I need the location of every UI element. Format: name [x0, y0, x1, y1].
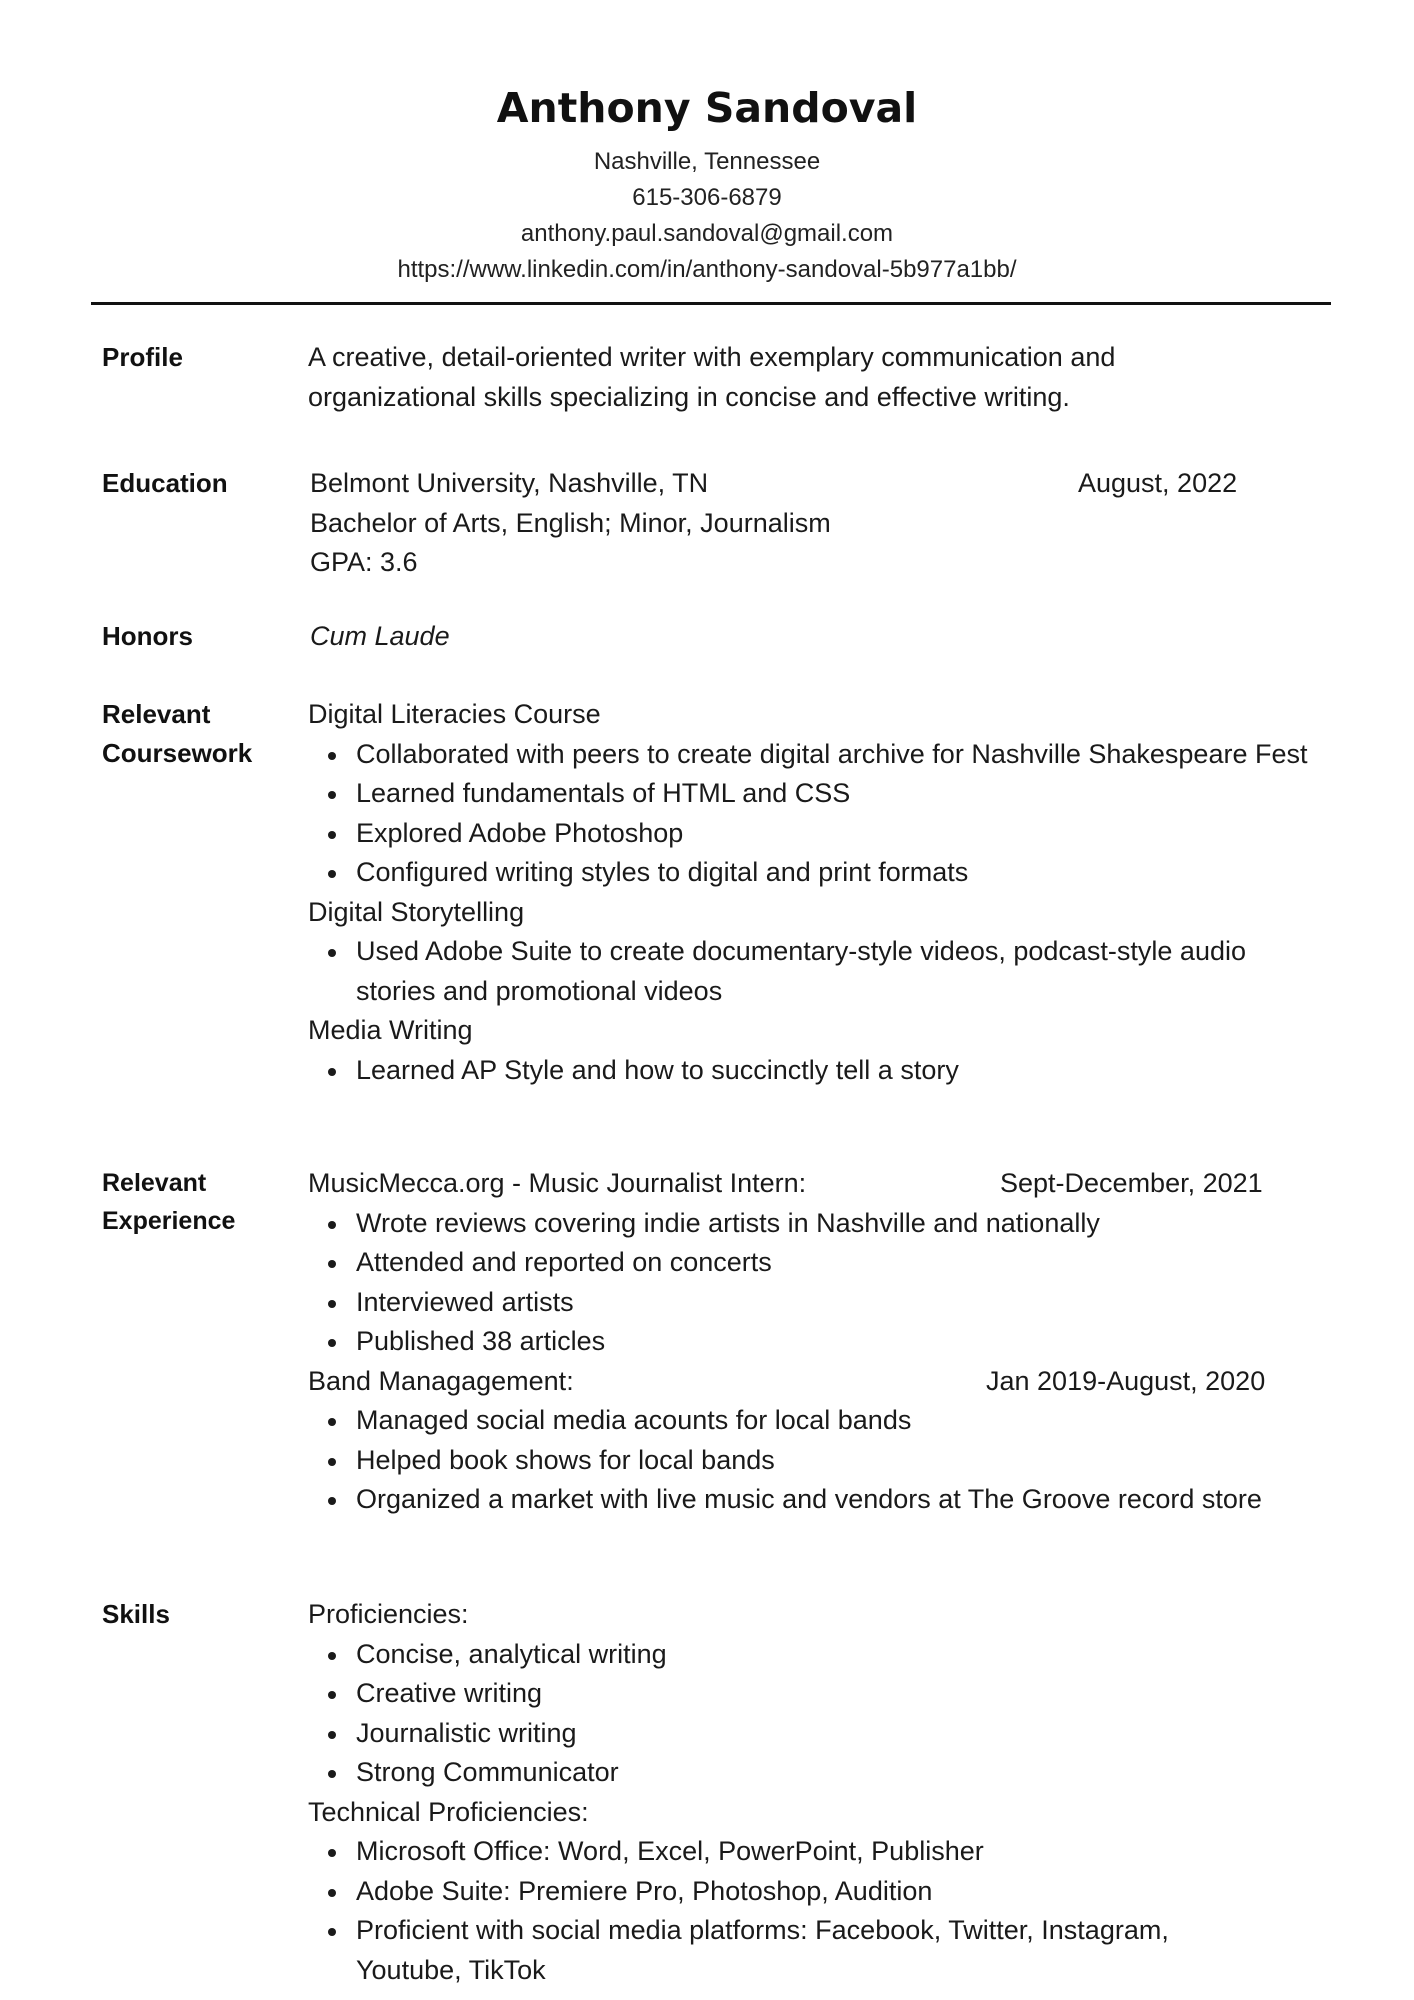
list-item: Managed social media acounts for local bands — [308, 1401, 1308, 1441]
job-title: MusicMecca.org - Music Journalist Intern: — [308, 1168, 807, 1198]
experience-label-line: Relevant — [102, 1169, 207, 1197]
course-title: Media Writing — [308, 1015, 473, 1045]
list-item: Published 38 articles — [308, 1322, 1308, 1362]
list-item: Microsoft Office: Word, Excel, PowerPoint, Publisher — [308, 1832, 1308, 1872]
list-item: Explored Adobe Photoshop — [308, 814, 1308, 854]
list-item: Configured writing styles to digital and print formats — [308, 853, 1308, 893]
job-bullets — [308, 1204, 1308, 1362]
coursework-label — [102, 695, 252, 773]
list-item: Concise, analytical writing — [308, 1635, 1308, 1675]
candidate-name: Anthony Sandoval — [496, 84, 918, 132]
list-item: Organized a market with live music and vendors at The Groove record store — [308, 1480, 1308, 1520]
header-divider — [91, 302, 1331, 305]
course-bullets — [308, 735, 1308, 893]
gpa: GPA: 3.6 — [310, 547, 418, 577]
list-item: Collaborated with peers to create digital archive for Nashville Shakespeare Fest — [308, 735, 1316, 775]
job-title: Band Managagement: — [308, 1365, 574, 1396]
job-row — [308, 1164, 1308, 1204]
job-date: Jan 2019-August, 2020 — [986, 1365, 1266, 1396]
skill-group-title: Proficiencies: — [308, 1599, 469, 1629]
graduation-date: August, 2022 — [1078, 468, 1238, 498]
course-title: Digital Storytelling — [308, 896, 525, 927]
profile-line: organizational skills specializing in concise and effective writing. — [308, 381, 1070, 412]
resume-header — [0, 78, 1414, 288]
location: Nashville, Tennessee — [593, 148, 821, 175]
coursework-label-line: Relevant — [102, 699, 211, 729]
list-item: Journalistic writing — [308, 1714, 1308, 1754]
list-item: Strong Communicator — [308, 1753, 1308, 1793]
phone: 615-306-6879 — [632, 184, 782, 211]
coursework-label-line: Coursework — [102, 738, 253, 768]
profile-section — [308, 338, 1308, 417]
list-item: Creative writing — [308, 1674, 1308, 1714]
list-item: Wrote reviews covering indie artists in Nashville and nationally — [308, 1204, 1308, 1244]
profile-line: A creative, detail-oriented writer with exemplary communication and — [308, 342, 1116, 372]
school-name: Belmont University, Nashville, TN — [310, 468, 709, 498]
job-bullets — [308, 1401, 1308, 1520]
list-item: Adobe Suite: Premiere Pro, Photoshop, Audition — [308, 1872, 1308, 1912]
education-row — [310, 464, 1310, 504]
experience-label — [102, 1164, 235, 1240]
linkedin-url: https://www.linkedin.com/in/anthony-sandoval-5b977a1bb/ — [397, 256, 1017, 283]
course-bullets — [308, 1051, 1308, 1091]
profile-label: Profile — [102, 342, 183, 372]
list-item: Proficient with social media platforms: Facebook, Twitter, Instagram, Youtube, TikTok — [308, 1911, 1276, 1990]
skill-group-title: Technical Proficiencies: — [308, 1796, 589, 1827]
job-date: Sept-December, 2021 — [1000, 1168, 1263, 1198]
list-item: Helped book shows for local bands — [308, 1441, 1308, 1481]
skill-bullets — [308, 1635, 1308, 1793]
list-item: Interviewed artists — [308, 1283, 1308, 1323]
skills-section — [308, 1595, 1308, 1990]
degree: Bachelor of Arts, English; Minor, Journalism — [310, 507, 831, 538]
list-item: Learned fundamentals of HTML and CSS — [308, 774, 1308, 814]
skills-label: Skills — [102, 1599, 170, 1629]
experience-section — [308, 1164, 1308, 1520]
email: anthony.paul.sandoval@gmail.com — [520, 220, 894, 247]
list-item: Attended and reported on concerts — [308, 1243, 1308, 1283]
skill-bullets — [308, 1832, 1308, 1990]
education-section — [310, 464, 1310, 583]
job-row — [308, 1362, 1308, 1402]
honors-value: Cum Laude — [310, 621, 450, 651]
education-label: Education — [102, 468, 228, 498]
coursework-section — [308, 695, 1308, 1090]
honors-label: Honors — [102, 621, 193, 651]
honors-section — [310, 617, 1310, 657]
experience-label-line: Experience — [102, 1207, 236, 1235]
list-item: Used Adobe Suite to create documentary-style videos, podcast-style audio stories and promotional videos — [308, 932, 1316, 1011]
course-bullets — [308, 932, 1308, 1011]
list-item: Learned AP Style and how to succinctly tell a story — [308, 1051, 1308, 1091]
course-title: Digital Literacies Course — [308, 699, 601, 729]
